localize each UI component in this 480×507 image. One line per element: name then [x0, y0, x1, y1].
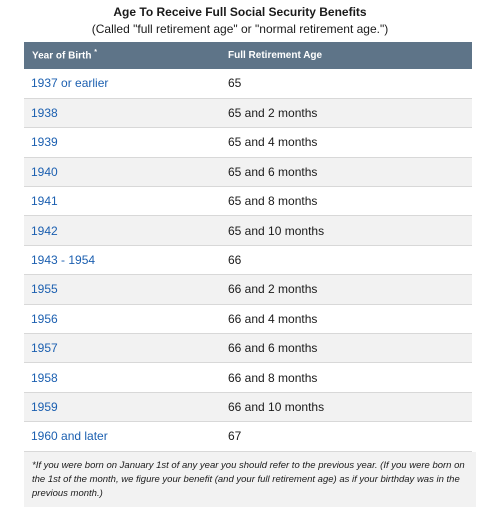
- table-row: [24, 392, 472, 421]
- header-full-retirement-age: Full Retirement Age: [228, 50, 323, 61]
- table-row: [24, 216, 472, 245]
- table-row: [24, 69, 472, 98]
- year-link[interactable]: 1943 - 1954: [31, 253, 96, 268]
- table-row: [24, 304, 472, 333]
- header-year-of-birth: [24, 42, 222, 69]
- year-link[interactable]: 1956: [31, 311, 58, 326]
- retirement-age: 67: [228, 429, 242, 444]
- footnote: *If you were born on January 1st of any year you should refer to the previous year. (If you were born on the 1st of the month, we figure your benefit (and your full retirement age) as if your birthday was in the previous month.): [24, 452, 476, 507]
- table-header-row: [24, 42, 472, 69]
- retirement-age: 65 and 8 months: [228, 194, 318, 209]
- retirement-age: 65: [228, 76, 242, 91]
- retirement-age: 66 and 8 months: [228, 370, 318, 385]
- retirement-age: 66 and 2 months: [228, 282, 318, 297]
- year-link[interactable]: 1937 or earlier: [31, 76, 109, 91]
- year-link[interactable]: 1960 and later: [31, 429, 108, 444]
- retirement-age: 66 and 4 months: [228, 311, 318, 326]
- retirement-age: 65 and 2 months: [228, 106, 318, 121]
- year-link[interactable]: 1955: [31, 282, 58, 297]
- year-link[interactable]: 1958: [31, 370, 58, 385]
- retirement-age-table: [24, 42, 472, 452]
- table-row: [24, 422, 472, 451]
- table-row: [24, 98, 472, 127]
- header-year-label: Year of Birth: [32, 50, 92, 62]
- table-row: [24, 275, 472, 304]
- table-row: [24, 363, 472, 392]
- year-link[interactable]: 1940: [31, 164, 58, 179]
- retirement-age: 65 and 4 months: [228, 135, 318, 150]
- retirement-age: 66 and 6 months: [228, 341, 318, 356]
- year-link[interactable]: 1942: [31, 223, 58, 238]
- year-link[interactable]: 1938: [31, 106, 58, 121]
- year-link[interactable]: 1957: [31, 341, 58, 356]
- year-link[interactable]: 1959: [31, 399, 58, 414]
- page-title: Age To Receive Full Social Security Benefits: [113, 5, 367, 19]
- table-row: [24, 157, 472, 186]
- retirement-age: 66 and 10 months: [228, 399, 325, 414]
- table-row: [24, 245, 472, 274]
- table-row: [24, 187, 472, 216]
- retirement-age: 65 and 6 months: [228, 164, 318, 179]
- table-row: [24, 128, 472, 157]
- year-link[interactable]: 1939: [31, 135, 58, 150]
- table-row: [24, 334, 472, 363]
- footnote-marker: *: [94, 49, 97, 57]
- retirement-age: 66: [228, 253, 242, 268]
- page-subtitle: (Called "full retirement age" or "normal retirement age."): [91, 22, 389, 36]
- retirement-age: 65 and 10 months: [228, 223, 325, 238]
- year-link[interactable]: 1941: [31, 194, 58, 209]
